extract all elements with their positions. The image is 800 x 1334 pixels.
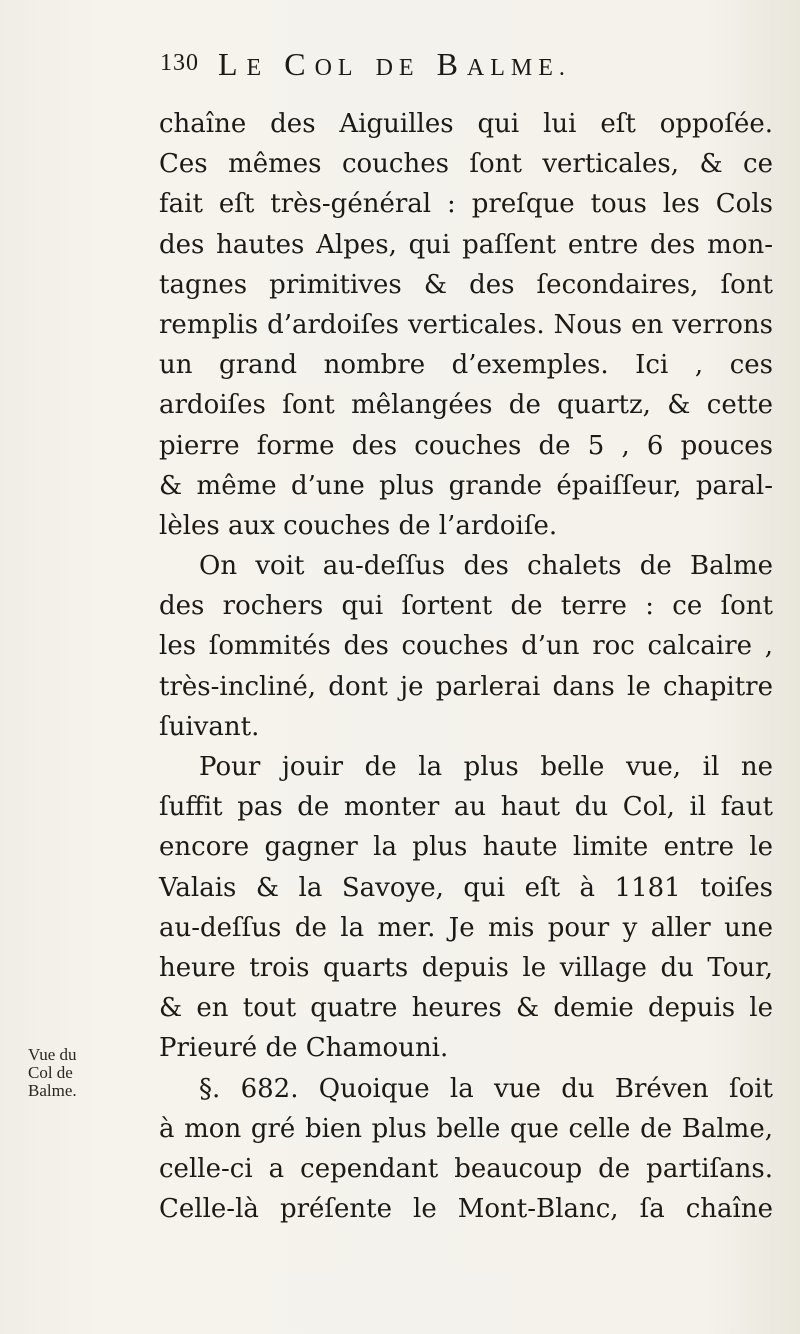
text-line: heure trois quarts depuis le village du Tour, xyxy=(159,952,773,983)
running-title-rest-1: E xyxy=(246,55,268,81)
margin-note-line: Col de xyxy=(28,1063,73,1082)
text-line: les ſommités des couches d’un roc calcaire , xyxy=(159,631,773,662)
text-line: Ces mêmes couches ſont verticales, & ce xyxy=(159,149,773,180)
text-line: pierre forme des couches de 5 , 6 pouces xyxy=(159,430,773,461)
text-line: à mon gré bien plus belle que celle de Balme, xyxy=(159,1113,773,1144)
text-line: & même d’une plus grande épaiſſeur, paral- xyxy=(159,470,773,501)
text-line: des hautes Alpes, qui paſſent entre des mon- xyxy=(159,229,773,260)
page-header xyxy=(160,46,720,94)
text-line: un grand nombre d’exemples. Ici , ces xyxy=(159,350,773,381)
text-line: ardoiſes ſont mêlangées de quartz, & cette xyxy=(159,390,773,421)
text-line: fait eſt très-général : preſque tous les Cols xyxy=(159,189,773,220)
text-line: Valais & la Savoye, qui eſt à 1181 toiſes xyxy=(159,872,773,903)
text-line: chaîne des Aiguilles qui lui eſt oppoſée. xyxy=(159,109,773,139)
text-line: des rochers qui ſortent de terre : ce ſont xyxy=(159,591,773,622)
text-line: §. 682. Quoique la vue du Bréven ſoit xyxy=(199,1073,773,1104)
margin-note-line: Balme. xyxy=(28,1081,77,1100)
running-title-rest-3: DE xyxy=(375,55,420,81)
running-title xyxy=(218,46,571,83)
text-line: au-deſſus de la mer. Je mis pour y aller une xyxy=(159,912,773,943)
page-number: 130 xyxy=(160,50,199,76)
running-title-initial-3: B xyxy=(436,46,467,82)
text-line: Pour jouir de la plus belle vue, il ne xyxy=(199,752,773,782)
text-line: Celle-là préſente le Mont-Blanc, ſa chaîne xyxy=(159,1194,773,1225)
text-line: & en tout quatre heures & demie depuis le xyxy=(159,993,773,1024)
body-text xyxy=(159,104,773,1229)
text-line: ſuffit pas de monter au haut du Col, il faut xyxy=(159,792,773,823)
text-line: très-incliné, dont je parlerai dans le chapitre xyxy=(159,671,773,702)
text-line: remplis d’ardoiſes verticales. Nous en verrons xyxy=(159,309,773,340)
text-line: ſuivant. xyxy=(159,711,260,742)
margin-note-line: Vue du xyxy=(28,1045,77,1064)
running-title-initial-2: C xyxy=(284,46,315,82)
running-title-initial-1: L xyxy=(218,46,247,82)
running-title-rest-4: ALME. xyxy=(466,55,571,81)
text-line: celle-ci a cependant beaucoup de partiſans. xyxy=(159,1153,773,1184)
text-line: encore gagner la plus haute limite entre le xyxy=(159,832,773,863)
text-line: Prieuré de Chamouni. xyxy=(159,1033,449,1064)
text-line: lèles aux couches de l’ardoiſe. xyxy=(159,510,558,541)
text-line: On voit au-deſſus des chalets de Balme xyxy=(199,551,773,582)
margin-note xyxy=(28,1046,148,1100)
running-title-rest-2: OL xyxy=(314,55,359,81)
text-line: tagnes primitives & des ſecondaires, ſont xyxy=(159,269,773,300)
